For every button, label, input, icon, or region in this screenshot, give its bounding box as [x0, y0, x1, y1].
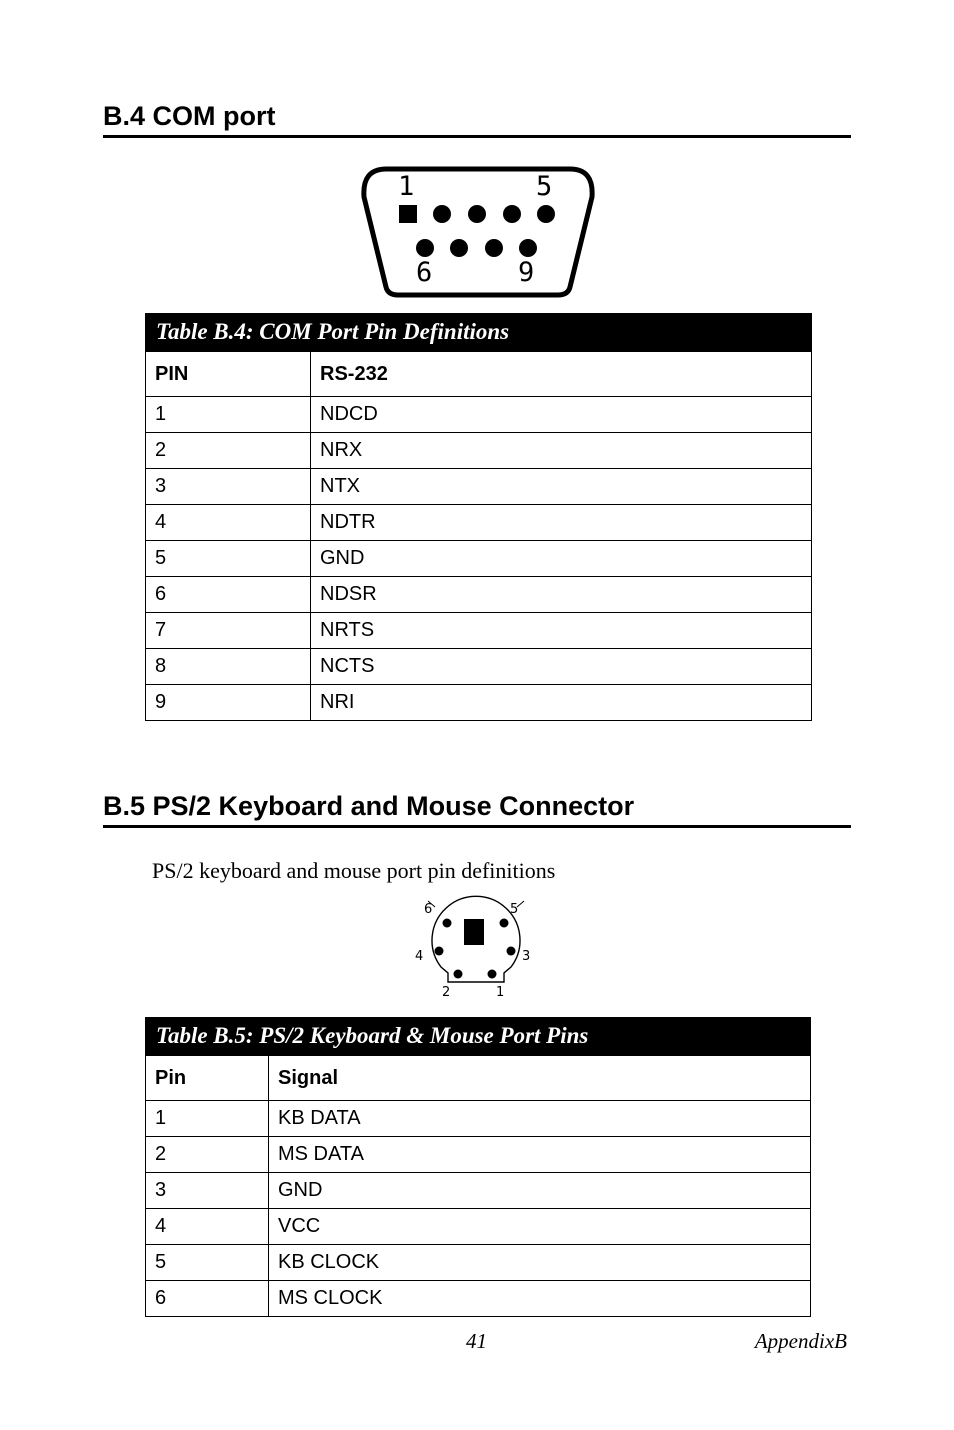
table-row [146, 469, 812, 505]
table-caption: Table B.4: COM Port Pin Definitions [145, 313, 812, 351]
pin-3-dot [468, 205, 486, 223]
pin-6-dot [416, 239, 434, 257]
ps2-pin-1-dot [488, 970, 497, 979]
ps2-pin-3-dot [507, 947, 516, 956]
cell-pin: 1 [146, 397, 311, 433]
pin-1-square-marker [399, 205, 417, 223]
column-header-signal: Signal [269, 1056, 811, 1101]
cell-signal: NDTR [311, 505, 812, 541]
cell-signal: GND [269, 1173, 811, 1209]
ps2-key-notch [464, 919, 484, 945]
cell-signal: NRI [311, 685, 812, 721]
cell-signal: MS CLOCK [269, 1281, 811, 1317]
cell-pin: 8 [146, 649, 311, 685]
footer-section-label: AppendixB [754, 1329, 847, 1353]
cell-signal: MS DATA [269, 1137, 811, 1173]
ps2-intro-text: PS/2 keyboard and mouse port pin definitions [152, 858, 556, 883]
db9-connector-diagram [358, 163, 598, 299]
db9-label-6: 6 [416, 257, 433, 288]
cell-signal: NRX [311, 433, 812, 469]
ps2-label-3: 3 [522, 949, 531, 964]
page-number: 41 [466, 1329, 487, 1353]
table-row [146, 505, 812, 541]
cell-signal: NDCD [311, 397, 812, 433]
table-row [146, 649, 812, 685]
column-header-pin: Pin [146, 1056, 269, 1101]
cell-pin: 3 [146, 1173, 269, 1209]
cell-signal: NDSR [311, 577, 812, 613]
cell-signal: VCC [269, 1209, 811, 1245]
ps2-pin-2-dot [454, 970, 463, 979]
table-row [146, 397, 812, 433]
cell-signal: KB CLOCK [269, 1245, 811, 1281]
cell-signal: NRTS [311, 613, 812, 649]
cell-signal: GND [311, 541, 812, 577]
table-row [146, 1281, 811, 1317]
cell-pin: 7 [146, 613, 311, 649]
table-row [146, 1245, 811, 1281]
pin-7-dot [450, 239, 468, 257]
table-row [146, 541, 812, 577]
cell-signal: NTX [311, 469, 812, 505]
ps2-label-6: 6 [424, 902, 433, 917]
table-row [146, 1173, 811, 1209]
cell-pin: 5 [146, 1245, 269, 1281]
table-header-row [146, 352, 812, 397]
cell-signal: KB DATA [269, 1101, 811, 1137]
ps2-label-5: 5 [510, 902, 519, 917]
cell-pin: 2 [146, 433, 311, 469]
db9-label-1: 1 [398, 171, 415, 202]
cell-pin: 5 [146, 541, 311, 577]
db9-label-5: 5 [536, 171, 553, 202]
table-row [146, 685, 812, 721]
cell-pin: 4 [146, 505, 311, 541]
ps2-port-pin-table [145, 1017, 811, 1317]
ps2-label-2: 2 [442, 985, 451, 1000]
cell-pin: 6 [146, 1281, 269, 1317]
table-row [146, 433, 812, 469]
cell-pin: 9 [146, 685, 311, 721]
table-row [146, 577, 812, 613]
table-caption: Table B.5: PS/2 Keyboard & Mouse Port Pins [145, 1017, 811, 1055]
table-row [146, 1101, 811, 1137]
cell-pin: 3 [146, 469, 311, 505]
ps2-pin-5-dot [500, 919, 509, 928]
pin-2-dot [433, 205, 451, 223]
ps2-connector-diagram [408, 893, 544, 1003]
cell-pin: 2 [146, 1137, 269, 1173]
column-header-rs232: RS-232 [311, 352, 812, 397]
cell-pin: 4 [146, 1209, 269, 1245]
ps2-label-1: 1 [496, 985, 505, 1000]
column-header-pin: PIN [146, 352, 311, 397]
section-title-com-port: B.4 COM port [103, 100, 851, 138]
table-row [146, 1137, 811, 1173]
com-port-pin-table [145, 313, 812, 721]
pin-5-dot [537, 205, 555, 223]
table-row [146, 613, 812, 649]
cell-signal: NCTS [311, 649, 812, 685]
ps2-pin-4-dot [435, 947, 444, 956]
section-title-ps2-connector: B.5 PS/2 Keyboard and Mouse Connector [103, 790, 851, 828]
table-header-row [146, 1056, 811, 1101]
ps2-label-4: 4 [415, 949, 424, 964]
pin-9-dot [519, 239, 537, 257]
cell-pin: 6 [146, 577, 311, 613]
cell-pin: 1 [146, 1101, 269, 1137]
ps2-pin-6-dot [443, 919, 452, 928]
pin-4-dot [503, 205, 521, 223]
pin-8-dot [485, 239, 503, 257]
table-row [146, 1209, 811, 1245]
db9-label-9: 9 [518, 257, 535, 288]
